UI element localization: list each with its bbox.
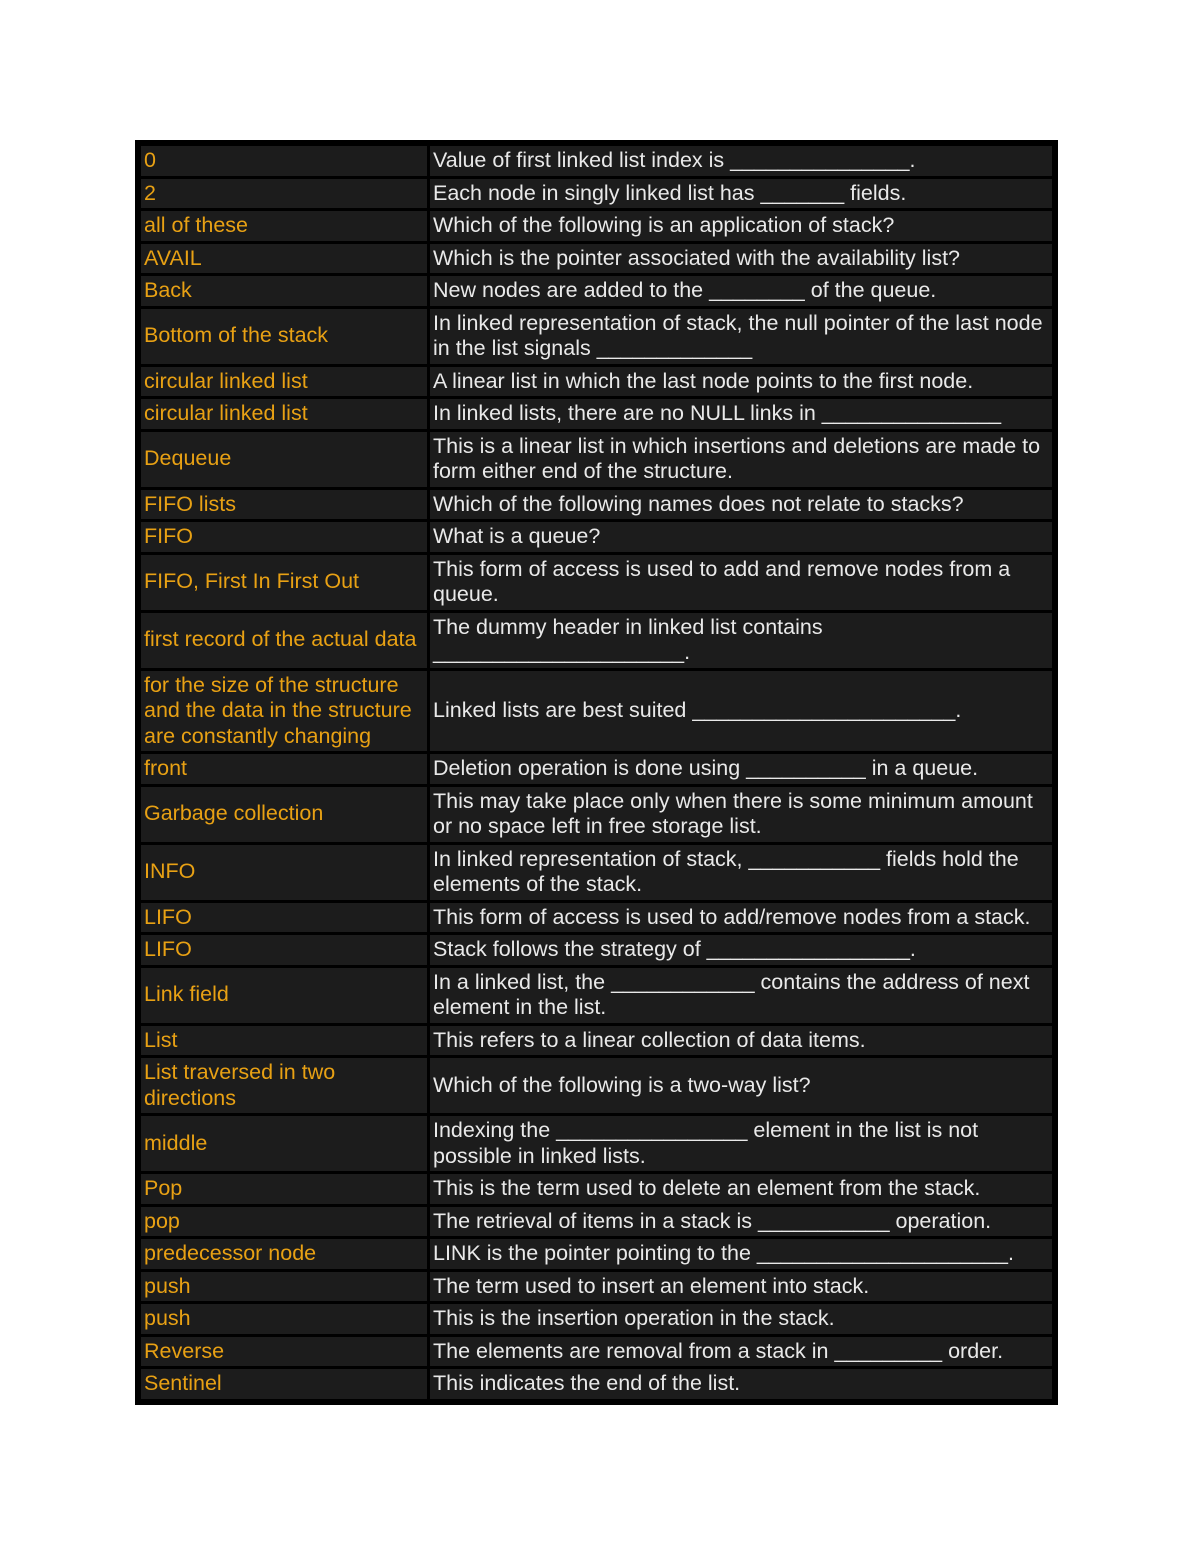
card-question: What is a queue? <box>430 522 1052 552</box>
card-question: In a linked list, the ____________ contains the address of next element in the list. <box>430 968 1052 1023</box>
card-row <box>141 244 1052 274</box>
card-answer: LIFO <box>141 903 427 933</box>
card-row <box>141 276 1052 306</box>
card-row <box>141 754 1052 784</box>
card-row <box>141 522 1052 552</box>
card-answer: first record of the actual data <box>141 613 427 668</box>
card-question: Which of the following is an application of stack? <box>430 211 1052 241</box>
card-question: This is a linear list in which insertions and deletions are made to form either end of the structure. <box>430 432 1052 487</box>
card-answer: Bottom of the stack <box>141 309 427 364</box>
card-row <box>141 399 1052 429</box>
card-row <box>141 367 1052 397</box>
card-row <box>141 1058 1052 1113</box>
card-question: New nodes are added to the ________ of the queue. <box>430 276 1052 306</box>
card-row <box>141 671 1052 752</box>
card-row <box>141 309 1052 364</box>
card-answer: push <box>141 1272 427 1302</box>
card-row <box>141 490 1052 520</box>
card-answer: 2 <box>141 179 427 209</box>
card-answer: AVAIL <box>141 244 427 274</box>
card-answer: middle <box>141 1116 427 1171</box>
card-question: Each node in singly linked list has _______ fields. <box>430 179 1052 209</box>
card-row <box>141 1272 1052 1302</box>
card-answer: Link field <box>141 968 427 1023</box>
card-question: Linked lists are best suited ______________________. <box>430 671 1052 752</box>
card-question: The retrieval of items in a stack is ___________ operation. <box>430 1207 1052 1237</box>
card-row <box>141 787 1052 842</box>
card-row <box>141 146 1052 176</box>
card-row <box>141 1174 1052 1204</box>
card-answer: circular linked list <box>141 399 427 429</box>
flashcard-rows <box>141 146 1052 1399</box>
card-answer: all of these <box>141 211 427 241</box>
card-row <box>141 903 1052 933</box>
card-question: Deletion operation is done using __________ in a queue. <box>430 754 1052 784</box>
card-question: A linear list in which the last node points to the first node. <box>430 367 1052 397</box>
card-row <box>141 1337 1052 1367</box>
card-row <box>141 211 1052 241</box>
card-row <box>141 1239 1052 1269</box>
card-question: LINK is the pointer pointing to the _____________________. <box>430 1239 1052 1269</box>
card-question: Stack follows the strategy of _________________. <box>430 935 1052 965</box>
card-answer: front <box>141 754 427 784</box>
card-row <box>141 613 1052 668</box>
card-question: This form of access is used to add and remove nodes from a queue. <box>430 555 1052 610</box>
card-question: In linked representation of stack, the null pointer of the last node in the list signals _____________ <box>430 309 1052 364</box>
card-row <box>141 432 1052 487</box>
card-answer: for the size of the structure and the data in the structure are constantly changing <box>141 671 427 752</box>
card-answer: pop <box>141 1207 427 1237</box>
card-answer: Back <box>141 276 427 306</box>
card-answer: circular linked list <box>141 367 427 397</box>
card-question: This is the insertion operation in the stack. <box>430 1304 1052 1334</box>
card-question: Value of first linked list index is _______________. <box>430 146 1052 176</box>
card-question: Which of the following names does not relate to stacks? <box>430 490 1052 520</box>
card-question: Indexing the ________________ element in the list is not possible in linked lists. <box>430 1116 1052 1171</box>
card-answer: push <box>141 1304 427 1334</box>
card-answer: FIFO, First In First Out <box>141 555 427 610</box>
card-question: This may take place only when there is some minimum amount or no space left in free storage list. <box>430 787 1052 842</box>
flashcard-sheet <box>135 140 1058 1405</box>
card-question: The elements are removal from a stack in _________ order. <box>430 1337 1052 1367</box>
card-question: The dummy header in linked list contains _____________________. <box>430 613 1052 668</box>
card-answer: predecessor node <box>141 1239 427 1269</box>
card-answer: List <box>141 1026 427 1056</box>
card-row <box>141 1304 1052 1334</box>
card-question: This indicates the end of the list. <box>430 1369 1052 1399</box>
card-answer: Reverse <box>141 1337 427 1367</box>
card-row <box>141 1116 1052 1171</box>
card-row <box>141 845 1052 900</box>
card-question: This refers to a linear collection of data items. <box>430 1026 1052 1056</box>
card-answer: List traversed in two directions <box>141 1058 427 1113</box>
flashcard-table <box>138 143 1055 1402</box>
card-question: In linked representation of stack, ___________ fields hold the elements of the stack. <box>430 845 1052 900</box>
card-answer: FIFO lists <box>141 490 427 520</box>
card-row <box>141 1207 1052 1237</box>
card-answer: Pop <box>141 1174 427 1204</box>
card-answer: 0 <box>141 146 427 176</box>
card-row <box>141 968 1052 1023</box>
card-answer: FIFO <box>141 522 427 552</box>
card-answer: INFO <box>141 845 427 900</box>
card-question: This form of access is used to add/remove nodes from a stack. <box>430 903 1052 933</box>
card-question: This is the term used to delete an element from the stack. <box>430 1174 1052 1204</box>
card-row <box>141 179 1052 209</box>
card-question: Which is the pointer associated with the availability list? <box>430 244 1052 274</box>
card-row <box>141 935 1052 965</box>
card-row <box>141 1026 1052 1056</box>
card-answer: Sentinel <box>141 1369 427 1399</box>
card-question: In linked lists, there are no NULL links in _______________ <box>430 399 1052 429</box>
card-answer: LIFO <box>141 935 427 965</box>
card-answer: Dequeue <box>141 432 427 487</box>
card-question: Which of the following is a two-way list? <box>430 1058 1052 1113</box>
card-answer: Garbage collection <box>141 787 427 842</box>
card-row <box>141 1369 1052 1399</box>
card-row <box>141 555 1052 610</box>
card-question: The term used to insert an element into stack. <box>430 1272 1052 1302</box>
